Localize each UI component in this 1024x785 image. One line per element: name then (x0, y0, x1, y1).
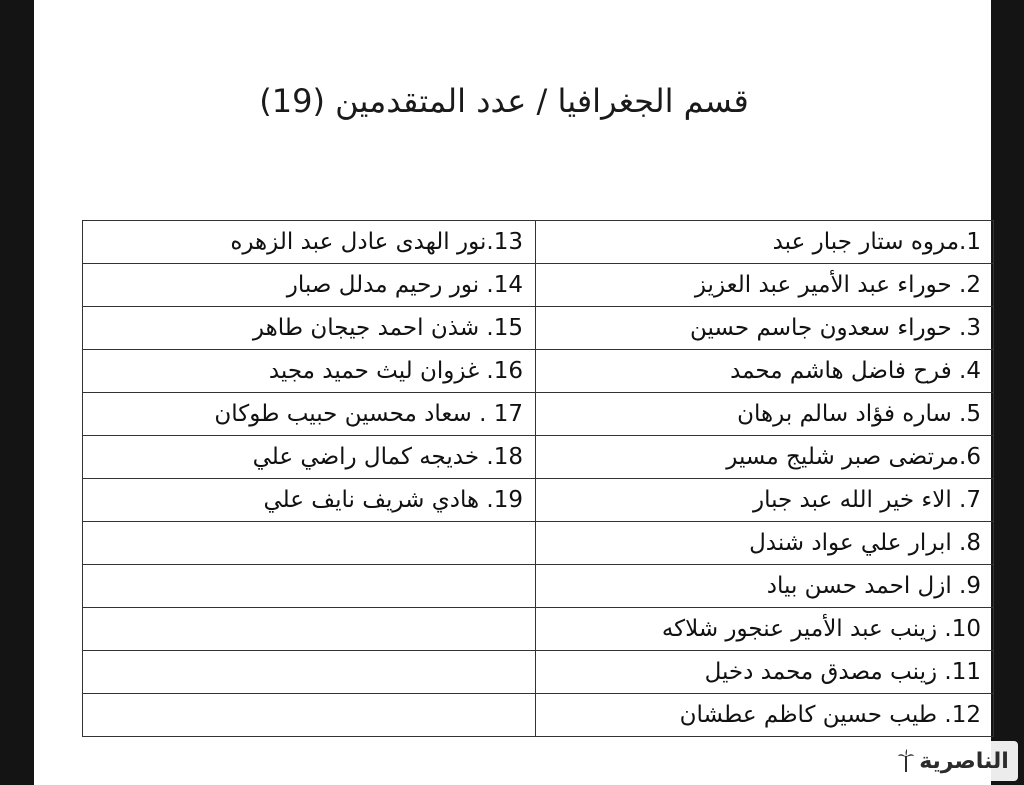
table-cell-left (83, 522, 536, 565)
table-cell-left: 13.نور الهدى عادل عبد الزهره (83, 221, 536, 264)
watermark-logo (888, 741, 1018, 781)
table-row (83, 350, 994, 393)
table-cell-left (83, 565, 536, 608)
document-title (0, 82, 1024, 120)
table-row (83, 651, 994, 694)
palm-logo-icon (897, 748, 915, 774)
table-cell-left (83, 608, 536, 651)
table-cell-left: 17 . سعاد محسين حبيب طوكان (83, 393, 536, 436)
table-cell-left: 18. خديجه كمال راضي علي (83, 436, 536, 479)
table-cell-left: 15. شذن احمد جيجان طاهر (83, 307, 536, 350)
table-row (83, 221, 994, 264)
table-cell-right: 11. زينب مصدق محمد دخيل (536, 651, 994, 694)
table-cell-right: 5. ساره فؤاد سالم برهان (536, 393, 994, 436)
document-title-text: قسم الجغرافيا / عدد المتقدمين (19) (259, 82, 749, 120)
table-row (83, 608, 994, 651)
table-row (83, 479, 994, 522)
table-cell-left: 19. هادي شريف نايف علي (83, 479, 536, 522)
table-row (83, 307, 994, 350)
table-cell-right: 8. ابرار علي عواد شندل (536, 522, 994, 565)
table-cell-right: 10. زينب عبد الأمير عنجور شلاكه (536, 608, 994, 651)
watermark-text: الناصرية (919, 748, 1009, 774)
table-cell-left (83, 694, 536, 737)
table-row (83, 522, 994, 565)
table-cell-right: 12. طيب حسين كاظم عطشان (536, 694, 994, 737)
table-cell-right: 4. فرح فاضل هاشم محمد (536, 350, 994, 393)
table-row (83, 565, 994, 608)
table-row (83, 264, 994, 307)
table-cell-right: 3. حوراء سعدون جاسم حسين (536, 307, 994, 350)
table-cell-right: 1.مروه ستار جبار عبد (536, 221, 994, 264)
table-row (83, 393, 994, 436)
table-cell-right: 9. ازل احمد حسن بياد (536, 565, 994, 608)
table-row (83, 694, 994, 737)
table-cell-right: 2. حوراء عبد الأمير عبد العزيز (536, 264, 994, 307)
table-cell-left: 16. غزوان ليث حميد مجيد (83, 350, 536, 393)
table-cell-left (83, 651, 536, 694)
applicants-table (82, 220, 994, 737)
table-cell-right: 6.مرتضى صبر شليج مسير (536, 436, 994, 479)
table-row (83, 436, 994, 479)
table-cell-left: 14. نور رحيم مدلل صبار (83, 264, 536, 307)
table-cell-right: 7. الاء خير الله عبد جبار (536, 479, 994, 522)
